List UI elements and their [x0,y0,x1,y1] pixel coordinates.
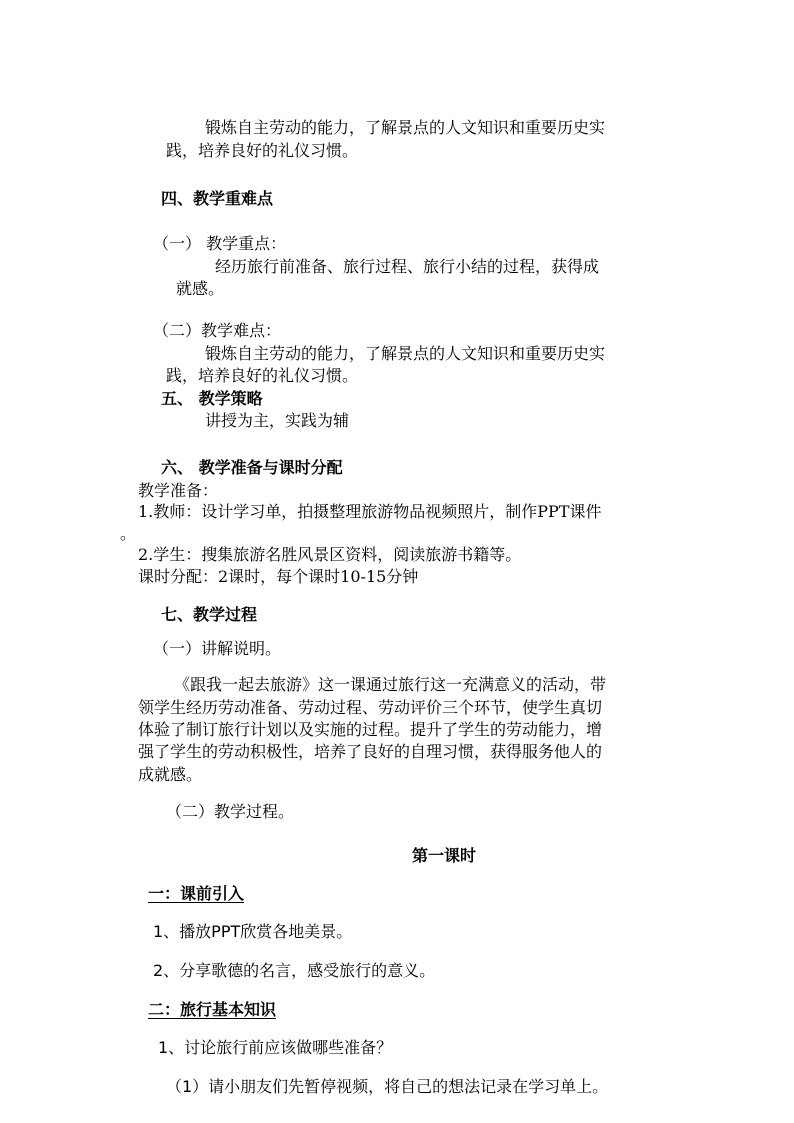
text-line: 锻炼自主劳动的能力，了解景点的人文知识和重要历史实 [205,118,606,137]
text-line: 践，培养良好的礼仪习惯。 [166,141,359,160]
subsection-heading: 一：课前引入 [148,884,245,903]
text-line: 锻炼自主劳动的能力，了解景点的人文知识和重要历史实 [205,344,606,363]
paragraph-line: 领学生经历劳动准备、劳动过程、劳动评价三个环节，使学生真切 [138,698,603,717]
text-line: （一） 教学重点： [153,234,287,253]
text-line: 就感。 [176,279,225,298]
text-line: 践，培养良好的礼仪习惯。 [166,366,359,385]
section-heading-4: 四、教学重难点 [161,189,274,208]
section-heading-6: 六、 教学准备与课时分配 [161,458,343,477]
section-heading-7: 七、教学过程 [161,605,258,624]
list-item: 1、播放PPT欣赏各地美景。 [153,922,353,941]
text-line: （二）教学过程。 [166,802,295,821]
paragraph-line: 成就感。 [138,765,203,784]
list-item: 2、分享歌德的名言，感受旅行的意义。 [153,961,436,980]
text-line: 教学准备： [138,481,219,500]
text-line: 。 [120,524,137,543]
text-line: （一）讲解说明。 [153,639,282,658]
paragraph-line: 体验了制订旅行计划以及实施的过程。提升了学生的劳动能力，增 [138,720,603,739]
text-line: 讲授为主，实践为辅 [205,411,350,430]
list-item: 1、讨论旅行前应该做哪些准备？ [158,1038,393,1057]
subsection-heading: 二：旅行基本知识 [148,1000,277,1019]
text-line: 课时分配：2课时，每个课时10-15分钟 [138,567,419,586]
text-line: 经历旅行前准备、旅行过程、旅行小结的过程，获得成 [215,257,600,276]
text-line: 1.教师：设计学习单，拍摄整理旅游物品视频照片，制作PPT课件 [138,502,602,521]
lesson-title: 第一课时 [412,846,477,865]
paragraph-line: 《跟我一起去旅游》这一课通过旅行这一充满意义的活动，带 [174,675,607,694]
text-line: 2.学生：搜集旅游名胜风景区资料，阅读旅游书籍等。 [138,545,522,564]
section-heading-5: 五、 教学策略 [161,389,263,408]
text-line: （二）教学难点： [153,321,282,340]
list-item: （1）请小朋友们先暂停视频，将自己的想法记录在学习单上。 [166,1077,609,1096]
paragraph-line: 强了学生的劳动积极性，培养了良好的自理习惯，获得服务他人的 [138,742,603,761]
